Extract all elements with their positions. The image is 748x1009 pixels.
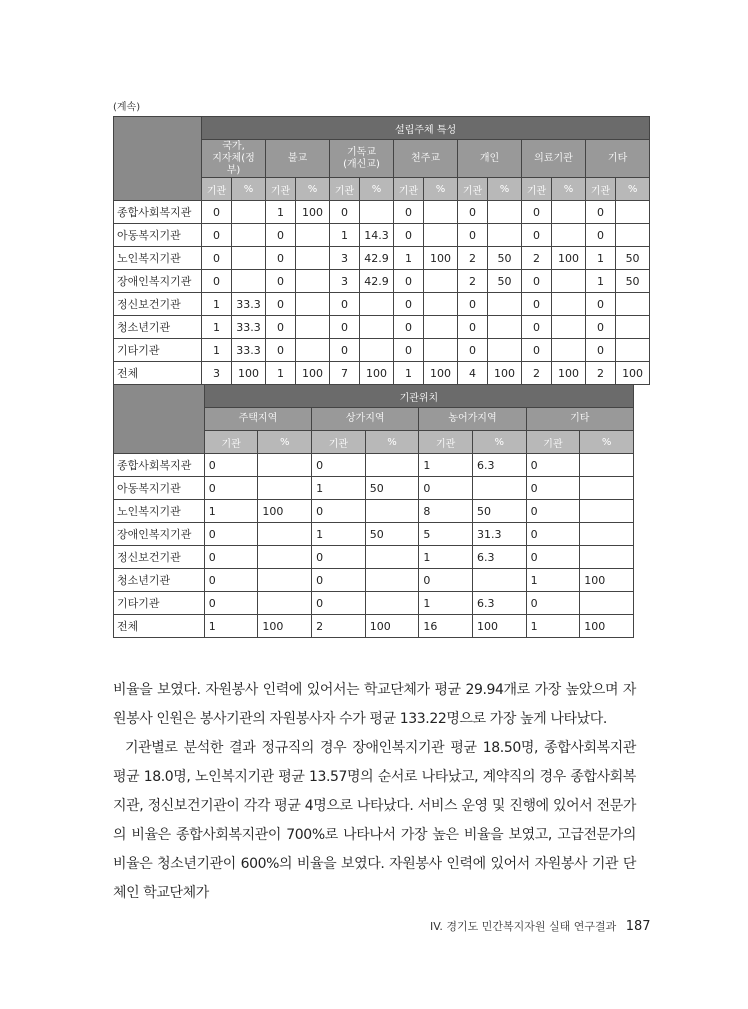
table-row bbox=[114, 362, 650, 385]
table-row bbox=[114, 592, 634, 615]
table-cell: 0 bbox=[586, 339, 616, 362]
table-cell: 100 bbox=[232, 362, 266, 385]
sub-header: 기관 bbox=[522, 178, 552, 201]
table-cell: 0 bbox=[586, 316, 616, 339]
table-cell: 0 bbox=[458, 316, 488, 339]
table-cell: 0 bbox=[204, 523, 258, 546]
table-cell: 0 bbox=[586, 293, 616, 316]
category-header: 기독교 (개신교) bbox=[330, 140, 394, 178]
table-cell: 100 bbox=[552, 247, 586, 270]
table-cell: 8 bbox=[419, 500, 473, 523]
table-cell: 0 bbox=[522, 270, 552, 293]
table-cell: 2 bbox=[458, 247, 488, 270]
table-cell bbox=[552, 270, 586, 293]
table-cell: 50 bbox=[616, 270, 650, 293]
table-cell: 50 bbox=[488, 270, 522, 293]
table-cell: 3 bbox=[330, 247, 360, 270]
table-cell bbox=[258, 592, 312, 615]
table-cell: 0 bbox=[266, 339, 296, 362]
table-row bbox=[114, 316, 650, 339]
table-cell bbox=[616, 201, 650, 224]
table-cell bbox=[424, 339, 458, 362]
category-header: 불교 bbox=[266, 140, 330, 178]
table-cell: 16 bbox=[419, 615, 473, 638]
table-cell bbox=[472, 569, 526, 592]
table-corner bbox=[114, 385, 205, 454]
table-cell bbox=[296, 247, 330, 270]
table-cell bbox=[232, 247, 266, 270]
table-cell: 50 bbox=[365, 523, 419, 546]
table-cell bbox=[258, 454, 312, 477]
table-cell: 1 bbox=[204, 615, 258, 638]
table-cell: 0 bbox=[526, 500, 580, 523]
table-cell: 50 bbox=[365, 477, 419, 500]
table-cell: 0 bbox=[204, 454, 258, 477]
sub-header: 기관 bbox=[458, 178, 488, 201]
table-cell bbox=[365, 546, 419, 569]
table-cell: 0 bbox=[202, 270, 232, 293]
table-cell: 1 bbox=[586, 270, 616, 293]
table-cell: 0 bbox=[266, 293, 296, 316]
category-header: 천주교 bbox=[394, 140, 458, 178]
table-row bbox=[114, 615, 634, 638]
table-cell: 100 bbox=[258, 500, 312, 523]
table-cell: 100 bbox=[296, 201, 330, 224]
table-cell bbox=[365, 569, 419, 592]
table-row bbox=[114, 339, 650, 362]
table-cell bbox=[360, 293, 394, 316]
row-label: 청소년기관 bbox=[114, 316, 202, 339]
table-cell: 50 bbox=[616, 247, 650, 270]
table-cell bbox=[424, 224, 458, 247]
table-cell: 0 bbox=[522, 224, 552, 247]
table-cell: 1 bbox=[394, 247, 424, 270]
table-cell bbox=[552, 201, 586, 224]
table-cell: 0 bbox=[204, 569, 258, 592]
table-cell: 42.9 bbox=[360, 247, 394, 270]
table-cell: 0 bbox=[394, 339, 424, 362]
row-label: 아동복지기관 bbox=[114, 477, 205, 500]
table-row bbox=[114, 523, 634, 546]
table-cell bbox=[616, 293, 650, 316]
table-cell: 100 bbox=[296, 362, 330, 385]
table-cell: 0 bbox=[394, 224, 424, 247]
table-cell: 1 bbox=[204, 500, 258, 523]
table-cell: 0 bbox=[394, 316, 424, 339]
table-cell: 100 bbox=[552, 362, 586, 385]
table-cell: 0 bbox=[458, 201, 488, 224]
table-cell bbox=[580, 523, 634, 546]
table-cell: 0 bbox=[586, 201, 616, 224]
table-cell: 1 bbox=[312, 477, 366, 500]
table-cell bbox=[552, 339, 586, 362]
table-cell: 5 bbox=[419, 523, 473, 546]
page-number: 187 bbox=[625, 919, 651, 934]
sub-header: % bbox=[472, 431, 526, 454]
sub-header: % bbox=[232, 178, 266, 201]
table-cell: 2 bbox=[458, 270, 488, 293]
table-row bbox=[114, 293, 650, 316]
table-cell bbox=[580, 500, 634, 523]
sub-header: 기관 bbox=[526, 431, 580, 454]
table-cell: 0 bbox=[312, 454, 366, 477]
table-cell bbox=[258, 546, 312, 569]
table-cell bbox=[232, 201, 266, 224]
sub-header: % bbox=[360, 178, 394, 201]
table-cell: 0 bbox=[394, 201, 424, 224]
table-cell bbox=[552, 316, 586, 339]
table-cell: 50 bbox=[488, 247, 522, 270]
table-cell: 2 bbox=[522, 247, 552, 270]
table-cell: 33.3 bbox=[232, 293, 266, 316]
table-cell: 0 bbox=[204, 592, 258, 615]
sub-header: 기관 bbox=[586, 178, 616, 201]
category-header: 주택지역 bbox=[204, 408, 311, 431]
table-cell bbox=[488, 293, 522, 316]
table-cell: 1 bbox=[266, 362, 296, 385]
sub-header: 기관 bbox=[312, 431, 366, 454]
row-label: 전체 bbox=[114, 615, 205, 638]
table-cell bbox=[296, 316, 330, 339]
table-cell: 0 bbox=[458, 293, 488, 316]
page-footer bbox=[430, 918, 651, 934]
table-cell: 0 bbox=[202, 224, 232, 247]
sub-header: % bbox=[580, 431, 634, 454]
table-cell: 0 bbox=[330, 316, 360, 339]
table-cell: 33.3 bbox=[232, 339, 266, 362]
category-header: 개인 bbox=[458, 140, 522, 178]
sub-header: 기관 bbox=[394, 178, 424, 201]
row-label: 전체 bbox=[114, 362, 202, 385]
table-cell bbox=[365, 454, 419, 477]
table-cell bbox=[232, 224, 266, 247]
table-cell: 6.3 bbox=[472, 546, 526, 569]
table-cell: 0 bbox=[312, 592, 366, 615]
table-cell bbox=[424, 270, 458, 293]
table-cell: 1 bbox=[419, 592, 473, 615]
row-label: 장애인복지기관 bbox=[114, 270, 202, 293]
table-cell: 100 bbox=[580, 615, 634, 638]
table-cell: 3 bbox=[330, 270, 360, 293]
sub-header: % bbox=[488, 178, 522, 201]
table-cell bbox=[360, 201, 394, 224]
table-cell bbox=[552, 293, 586, 316]
table-cell: 1 bbox=[419, 454, 473, 477]
table-cell: 0 bbox=[522, 339, 552, 362]
table-cell: 42.9 bbox=[360, 270, 394, 293]
row-label: 청소년기관 bbox=[114, 569, 205, 592]
table-cell: 0 bbox=[522, 201, 552, 224]
table-row bbox=[114, 247, 650, 270]
table-cell: 100 bbox=[616, 362, 650, 385]
table-cell: 3 bbox=[202, 362, 232, 385]
table-cell bbox=[258, 569, 312, 592]
sub-header: % bbox=[296, 178, 330, 201]
table-cell: 0 bbox=[522, 293, 552, 316]
table-cell: 2 bbox=[312, 615, 366, 638]
continued-label: (계속) bbox=[113, 102, 141, 113]
table-cell: 0 bbox=[586, 224, 616, 247]
table-cell bbox=[296, 270, 330, 293]
table-cell bbox=[616, 224, 650, 247]
sub-header: 기관 bbox=[266, 178, 296, 201]
table-cell: 0 bbox=[458, 339, 488, 362]
table-cell: 0 bbox=[394, 270, 424, 293]
table-cell: 1 bbox=[526, 569, 580, 592]
table-cell bbox=[365, 500, 419, 523]
row-label: 노인복지기관 bbox=[114, 500, 205, 523]
table-cell: 100 bbox=[472, 615, 526, 638]
table-cell: 7 bbox=[330, 362, 360, 385]
table-cell bbox=[580, 592, 634, 615]
table-row bbox=[114, 454, 634, 477]
table-cell: 0 bbox=[266, 316, 296, 339]
table-cell: 0 bbox=[204, 546, 258, 569]
table-cell: 2 bbox=[586, 362, 616, 385]
table-cell bbox=[580, 546, 634, 569]
category-header: 기타 bbox=[586, 140, 650, 178]
table-cell: 1 bbox=[266, 201, 296, 224]
table-cell: 100 bbox=[258, 615, 312, 638]
table-row bbox=[114, 569, 634, 592]
table-cell: 1 bbox=[312, 523, 366, 546]
category-header: 상가지역 bbox=[312, 408, 419, 431]
table-cell bbox=[580, 454, 634, 477]
table-cell: 100 bbox=[424, 247, 458, 270]
sub-header: 기관 bbox=[204, 431, 258, 454]
table-corner bbox=[114, 117, 202, 201]
table-cell: 0 bbox=[522, 316, 552, 339]
table-cell bbox=[296, 339, 330, 362]
table-cell: 6.3 bbox=[472, 592, 526, 615]
table-cell: 0 bbox=[330, 339, 360, 362]
table-cell bbox=[232, 270, 266, 293]
table-row bbox=[114, 201, 650, 224]
category-header: 국가, 지자체(정부) bbox=[202, 140, 266, 178]
table-cell: 0 bbox=[266, 247, 296, 270]
table-row bbox=[114, 224, 650, 247]
table-cell: 1 bbox=[394, 362, 424, 385]
sub-header: 기관 bbox=[202, 178, 232, 201]
table-row bbox=[114, 546, 634, 569]
location-table bbox=[113, 384, 634, 638]
sub-header: % bbox=[258, 431, 312, 454]
table-cell: 0 bbox=[204, 477, 258, 500]
group-header: 설립주체 특성 bbox=[202, 117, 650, 140]
sub-header: % bbox=[616, 178, 650, 201]
paragraph: 기관별로 분석한 결과 정규직의 경우 장애인복지기관 평균 18.50명, 종합사회복지관 평균 18.0명, 노인복지기관 평균 13.57명의 순서로 나타났고, 계약직의 경우 종합사회복지관, 정신보건기관이 각각 평균 4명으로 나타났다. 서비스 운영 및 진행에 있어서 전문가의 비율은 종합사회복지관이 700%로 나타나서 가장 높은 비율을 보였고, 고급전문가의 비율은 청소년기관이 600%의 비율을 보였다. 자원봉사 인력에 있어서 자원봉사 기관 단체인 학교단체가 bbox=[113, 740, 636, 901]
table-cell: 1 bbox=[202, 339, 232, 362]
row-label: 정신보건기관 bbox=[114, 293, 202, 316]
table-cell: 0 bbox=[312, 569, 366, 592]
table-cell: 1 bbox=[419, 546, 473, 569]
sub-header: % bbox=[424, 178, 458, 201]
row-label: 기타기관 bbox=[114, 592, 205, 615]
table-cell: 1 bbox=[202, 316, 232, 339]
table-cell: 0 bbox=[526, 477, 580, 500]
row-label: 기타기관 bbox=[114, 339, 202, 362]
table-cell: 1 bbox=[330, 224, 360, 247]
table-cell: 0 bbox=[526, 454, 580, 477]
table-cell: 100 bbox=[488, 362, 522, 385]
table-cell bbox=[424, 201, 458, 224]
row-label: 정신보건기관 bbox=[114, 546, 205, 569]
table-cell: 0 bbox=[526, 523, 580, 546]
table-cell: 0 bbox=[330, 201, 360, 224]
table-cell: 0 bbox=[458, 224, 488, 247]
table-cell bbox=[616, 339, 650, 362]
category-header: 기타 bbox=[526, 408, 633, 431]
table-cell bbox=[472, 477, 526, 500]
table-cell: 1 bbox=[586, 247, 616, 270]
table-cell: 33.3 bbox=[232, 316, 266, 339]
table-cell: 0 bbox=[266, 270, 296, 293]
category-header: 농어가지역 bbox=[419, 408, 526, 431]
table-cell: 100 bbox=[365, 615, 419, 638]
paragraph: 비율을 보였다. 자원봉사 인력에 있어서는 학교단체가 평균 29.94개로 가장 높았으며 자원봉사 인원은 봉사기관의 자원봉사자 수가 평균 133.22명으로 가장 높게 나타났다. bbox=[113, 682, 636, 727]
table-cell: 100 bbox=[424, 362, 458, 385]
table-cell bbox=[616, 316, 650, 339]
sub-header: % bbox=[552, 178, 586, 201]
body-text bbox=[113, 676, 636, 908]
table-cell bbox=[360, 339, 394, 362]
category-header: 의료기관 bbox=[522, 140, 586, 178]
table-cell: 1 bbox=[202, 293, 232, 316]
table-cell: 31.3 bbox=[472, 523, 526, 546]
table-cell bbox=[488, 224, 522, 247]
table-cell bbox=[424, 293, 458, 316]
sub-header: 기관 bbox=[330, 178, 360, 201]
table-cell: 0 bbox=[419, 569, 473, 592]
table-cell: 6.3 bbox=[472, 454, 526, 477]
table-cell bbox=[488, 316, 522, 339]
table-cell: 0 bbox=[419, 477, 473, 500]
table-cell: 0 bbox=[312, 546, 366, 569]
table-cell bbox=[258, 523, 312, 546]
table-row bbox=[114, 270, 650, 293]
table-row bbox=[114, 500, 634, 523]
table-cell: 0 bbox=[394, 293, 424, 316]
table-cell: 4 bbox=[458, 362, 488, 385]
row-label: 아동복지기관 bbox=[114, 224, 202, 247]
row-label: 노인복지기관 bbox=[114, 247, 202, 270]
table-cell bbox=[360, 316, 394, 339]
table-cell: 0 bbox=[526, 592, 580, 615]
row-label: 종합사회복지관 bbox=[114, 454, 205, 477]
footer-title: IV. 경기도 민간복지자원 실태 연구결과 bbox=[430, 920, 617, 933]
sub-header: % bbox=[365, 431, 419, 454]
establishment-table bbox=[113, 116, 650, 385]
group-header: 기관위치 bbox=[204, 385, 633, 408]
table-cell bbox=[488, 339, 522, 362]
table-cell: 100 bbox=[580, 569, 634, 592]
table-cell bbox=[296, 224, 330, 247]
table-cell: 14.3 bbox=[360, 224, 394, 247]
table-cell: 2 bbox=[522, 362, 552, 385]
table-cell: 0 bbox=[526, 546, 580, 569]
table-cell: 0 bbox=[312, 500, 366, 523]
table-cell bbox=[580, 477, 634, 500]
row-label: 장애인복지기관 bbox=[114, 523, 205, 546]
table-cell: 0 bbox=[330, 293, 360, 316]
table-cell: 1 bbox=[526, 615, 580, 638]
table-cell bbox=[365, 592, 419, 615]
table-cell bbox=[296, 293, 330, 316]
table-cell bbox=[488, 201, 522, 224]
table-row bbox=[114, 477, 634, 500]
row-label: 종합사회복지관 bbox=[114, 201, 202, 224]
sub-header: 기관 bbox=[419, 431, 473, 454]
table-cell: 0 bbox=[266, 224, 296, 247]
table-cell: 100 bbox=[360, 362, 394, 385]
table-cell bbox=[424, 316, 458, 339]
table-cell bbox=[258, 477, 312, 500]
table-cell: 50 bbox=[472, 500, 526, 523]
table-cell bbox=[552, 224, 586, 247]
table-cell: 0 bbox=[202, 201, 232, 224]
table-cell: 0 bbox=[202, 247, 232, 270]
